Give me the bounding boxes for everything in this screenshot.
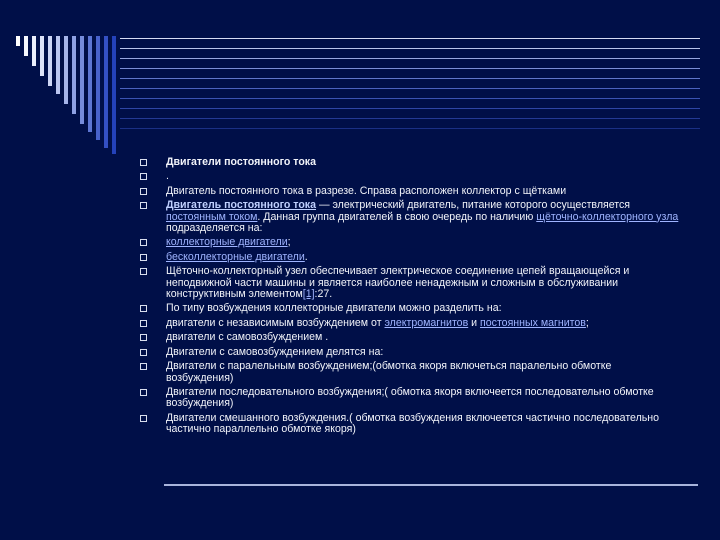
deco-bar-12 xyxy=(104,36,108,148)
deco-line-8 xyxy=(120,108,700,109)
bullet-square-icon xyxy=(140,268,147,275)
list-item xyxy=(140,361,680,384)
deco-bar-9 xyxy=(80,36,84,124)
list-item xyxy=(140,186,680,197)
list-item xyxy=(140,332,680,343)
list-item xyxy=(140,171,680,182)
list-item-text: подразделяется на: xyxy=(166,222,263,235)
link-dc-motor[interactable]: Двигатель постоянного тока xyxy=(166,199,316,212)
deco-bar-1 xyxy=(16,36,20,46)
list-item-text: и xyxy=(468,316,481,329)
bullet-square-icon xyxy=(140,159,147,166)
list-item xyxy=(140,387,680,410)
deco-line-7 xyxy=(120,98,700,99)
deco-bar-8 xyxy=(72,36,76,114)
bullet-square-icon xyxy=(140,239,147,246)
list-item-text: — электрический двигатель, питание которого осуществляется xyxy=(316,199,631,212)
bullet-square-icon xyxy=(140,254,147,261)
deco-bar-7 xyxy=(64,36,68,104)
list-item-text: . xyxy=(304,250,308,263)
bullet-square-icon xyxy=(140,349,147,356)
link-direct-current[interactable]: постоянным током xyxy=(166,210,258,223)
list-item-text: Двигатели с паралельным возбуждением;(обмотка якоря включеться паралельно обмотке возбуждения) xyxy=(166,360,612,384)
deco-line-9 xyxy=(120,118,700,119)
deco-line-5 xyxy=(120,78,700,79)
list-item-text: ; xyxy=(585,316,589,329)
link-electromagnets[interactable]: электромагнитов xyxy=(384,316,469,329)
list-item-text: Двигатели последовательного возбуждения;( обмотка якоря включеется последовательно обмотке возбуждения) xyxy=(166,385,654,410)
deco-bar-6 xyxy=(56,36,60,94)
link-permanent-magnets[interactable]: постоянных магнитов xyxy=(480,316,586,329)
bullet-square-icon xyxy=(140,334,147,341)
deco-line-2 xyxy=(120,48,700,49)
list-item xyxy=(140,157,680,168)
deco-line-3 xyxy=(120,58,700,59)
list-item xyxy=(140,303,680,314)
bullet-square-icon xyxy=(140,202,147,209)
deco-line-4 xyxy=(120,68,700,69)
bullet-square-icon xyxy=(140,389,147,396)
list-item xyxy=(140,266,680,300)
deco-bar-11 xyxy=(96,36,100,140)
list-item-text: :27. xyxy=(314,288,333,301)
list-item-text: Двигатели смешанного возбуждения.( обмотка возбуждения включеется частично последовательно частично параллельно обмотке якоря) xyxy=(166,411,660,436)
bullet-square-icon xyxy=(140,415,147,422)
list-item-text: двигатели с независимым возбуждением от xyxy=(166,316,385,329)
list-item-text: . Данная группа двигателей в свою очередь по наличию xyxy=(257,210,537,223)
deco-line-10 xyxy=(120,128,700,129)
bullet-square-icon xyxy=(140,320,147,327)
list-item xyxy=(140,252,680,263)
list-item-text: . xyxy=(166,170,169,183)
list-item-text: ; xyxy=(287,236,291,249)
link-commutator-motors[interactable]: коллекторные двигатели xyxy=(166,236,288,249)
deco-bar-4 xyxy=(40,36,44,76)
list-item-text: двигатели с самовозбуждением . xyxy=(166,331,329,344)
list-item xyxy=(140,318,680,329)
bullet-square-icon xyxy=(140,363,147,370)
list-item-text: Двигатели с самовозбуждением делятся на: xyxy=(166,345,384,358)
list-item xyxy=(140,347,680,358)
deco-bar-2 xyxy=(24,36,28,56)
link-brushless-motors[interactable]: бесколлекторные двигатели xyxy=(166,250,305,263)
bullet-square-icon xyxy=(140,188,147,195)
deco-bar-3 xyxy=(32,36,36,66)
list-item xyxy=(140,413,680,436)
list-item xyxy=(140,200,680,234)
deco-line-6 xyxy=(120,88,700,89)
deco-line-1 xyxy=(120,38,700,39)
bullet-square-icon xyxy=(140,173,147,180)
bullet-square-icon xyxy=(140,305,147,312)
link-brush-commutator-unit[interactable]: щёточно-коллекторного узла xyxy=(536,210,679,223)
list-item-text: По типу возбуждения коллекторные двигатели можно разделить на: xyxy=(166,302,502,315)
slide-body xyxy=(140,157,680,439)
slide-title: Двигатели постоянного тока xyxy=(166,156,316,168)
deco-bar-10 xyxy=(88,36,92,132)
deco-bar-13 xyxy=(112,36,116,154)
deco-bar-5 xyxy=(48,36,52,86)
list-item-text: Двигатель постоянного тока в разрезе. Справа расположен коллектор с щётками xyxy=(166,184,567,197)
link-reference[interactable]: [1] xyxy=(302,288,315,301)
footer-divider xyxy=(164,484,698,486)
list-item-text: Щёточно-коллекторный узел обеспечивает электрическое соединение цепей вращающейся и неподвижной части машины и является наиболее ненадежным и сложным в обслуживании конструктивным элементом xyxy=(166,265,630,301)
list-item xyxy=(140,237,680,248)
